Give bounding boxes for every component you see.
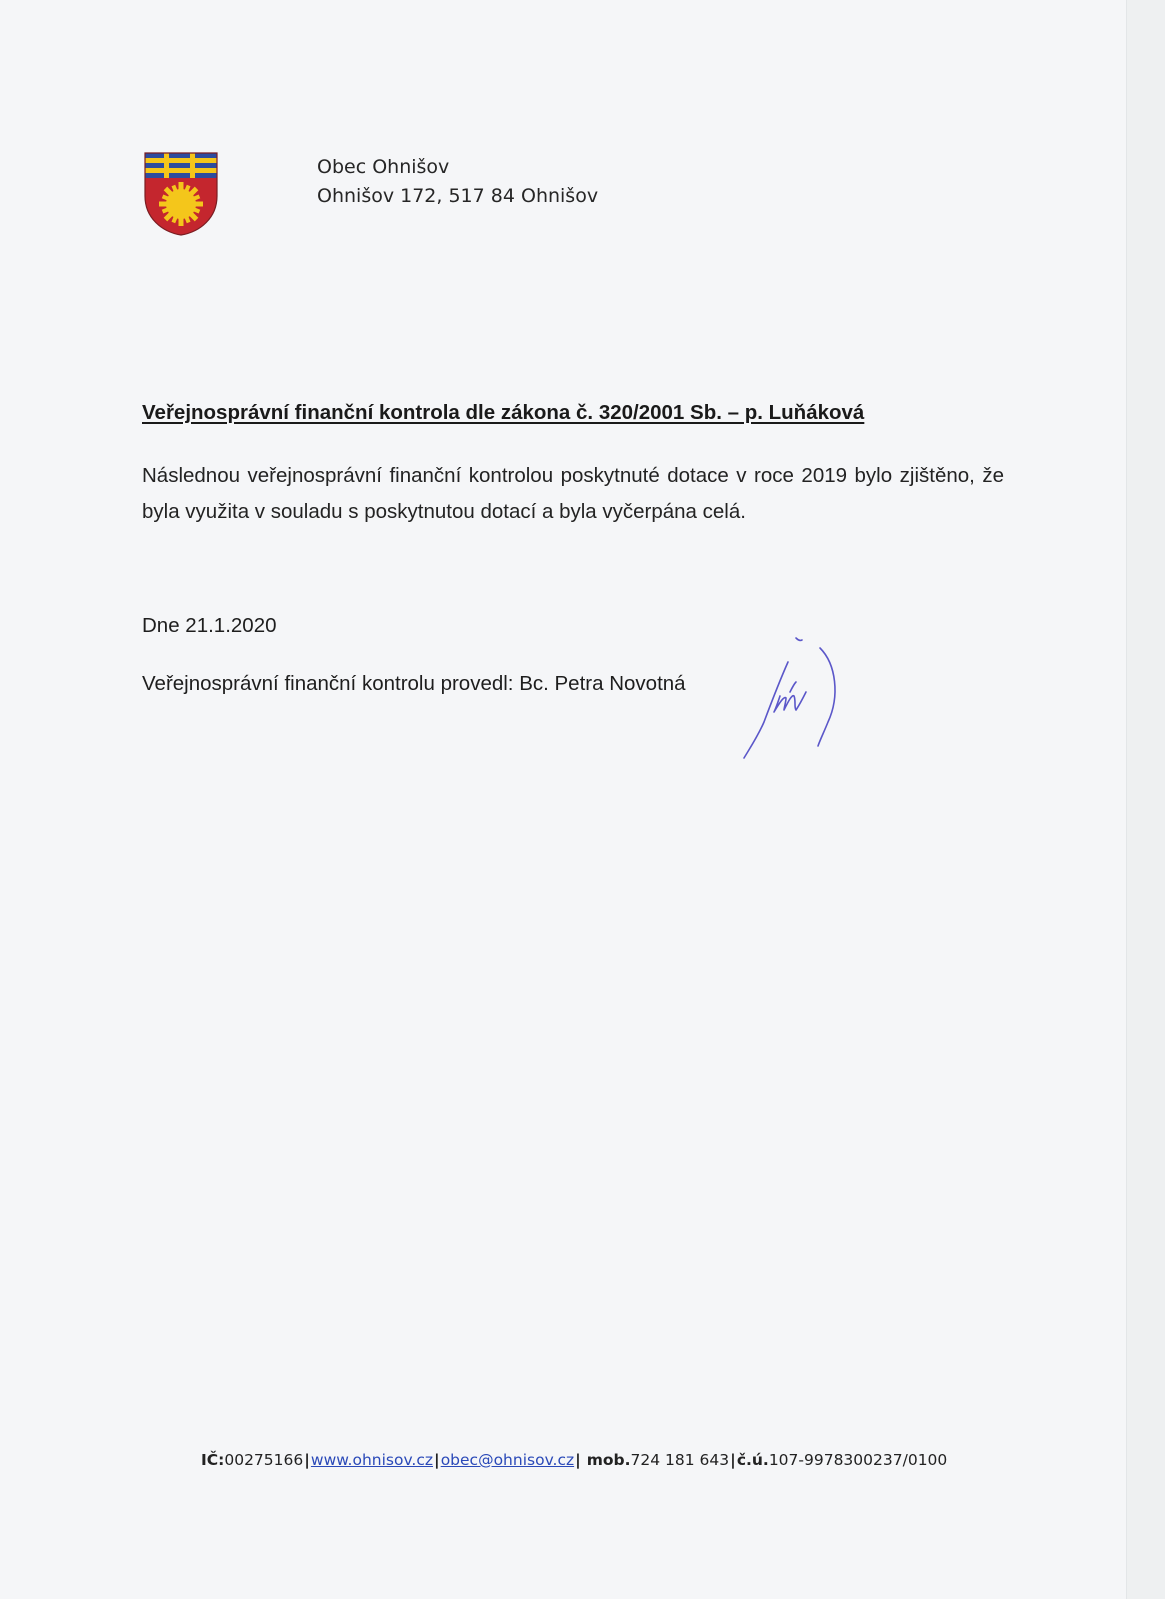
- scan-edge: [1126, 0, 1165, 1599]
- ic-value: 00275166: [224, 1451, 304, 1469]
- inspector-line: Veřejnosprávní finanční kontrolu provedl: Bc. Petra Novotná: [142, 672, 686, 695]
- sender-block: [317, 153, 598, 211]
- mob-value: 724 181 643: [630, 1451, 730, 1469]
- footer-separator: |: [730, 1451, 736, 1469]
- mob-label: mob.: [586, 1451, 631, 1469]
- org-name: Obec Ohnišov: [317, 156, 450, 178]
- footer-separator: |: [304, 1451, 310, 1469]
- handwritten-signature-icon: [740, 636, 870, 766]
- footer-separator: |: [434, 1451, 440, 1469]
- account-value: 107-9978300237/0100: [768, 1451, 948, 1469]
- footer-contacts: [201, 1451, 947, 1469]
- account-label: č.ú.: [736, 1451, 769, 1469]
- document-body: Následnou veřejnosprávní finanční kontrolou poskytnuté dotace v roce 2019 bylo zjištěno, že byla využita v souladu s poskytnutou dotací a byla vyčerpána celá.: [142, 464, 1004, 523]
- footer-separator: |: [575, 1451, 581, 1469]
- email-link[interactable]: obec@ohnisov.cz: [440, 1451, 575, 1469]
- website-link[interactable]: www.ohnisov.cz: [310, 1451, 434, 1469]
- date-line: Dne 21.1.2020: [142, 614, 277, 637]
- org-address: Ohnišov 172, 517 84 Ohnišov: [317, 185, 599, 207]
- ic-label: IČ:: [201, 1451, 225, 1469]
- document-heading: Veřejnosprávní finanční kontrola dle zákona č. 320/2001 Sb. – p. Luňáková: [142, 401, 865, 424]
- coat-of-arms-icon: [144, 152, 218, 236]
